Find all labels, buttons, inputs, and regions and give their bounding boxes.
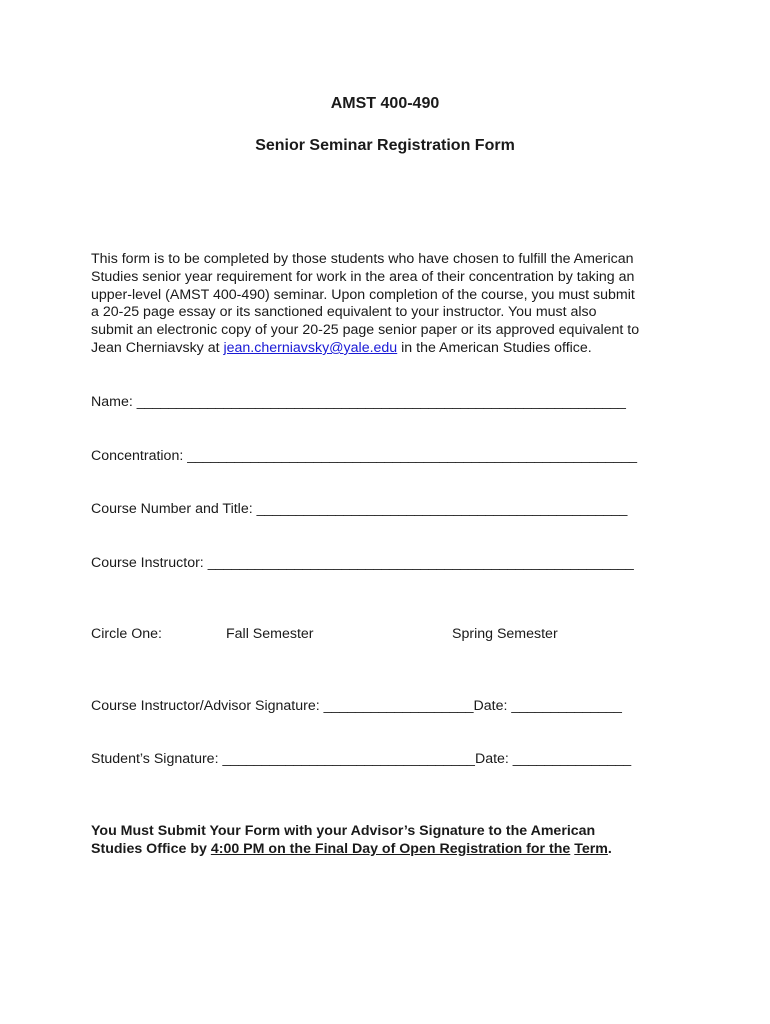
course-code-heading: AMST 400-490 bbox=[330, 95, 440, 112]
intro-line: Studies senior year requirement for work in the area of their concentration by taking an bbox=[91, 268, 635, 285]
term-text: Term bbox=[574, 841, 608, 857]
intro-text: Jean Cherniavsky at bbox=[91, 339, 224, 356]
email-link[interactable]: jean.cherniavsky@yale.edu bbox=[223, 339, 398, 356]
intro-line: submit an electronic copy of your 20-25 page senior paper or its approved equivalent to bbox=[91, 322, 640, 339]
deadline-text: 4:00 PM on the Final Day of Open Registration for the bbox=[210, 841, 571, 857]
course-number-title-field[interactable]: Course Number and Title: _______________________________________________ bbox=[91, 501, 628, 517]
intro-line: a 20-25 page essay or its sanctioned equivalent to your instructor. You must also bbox=[91, 304, 597, 321]
spring-semester-option[interactable]: Spring Semester bbox=[452, 626, 558, 642]
note-line bbox=[91, 840, 612, 858]
intro-paragraph bbox=[91, 251, 691, 358]
concentration-field[interactable]: Concentration: _________________________________________________________ bbox=[91, 448, 637, 464]
intro-line: upper-level (AMST 400-490) seminar. Upon completion of the course, you must submit bbox=[91, 286, 635, 303]
intro-line bbox=[91, 340, 691, 358]
course-instructor-field[interactable]: Course Instructor: ______________________________________________________ bbox=[91, 555, 634, 571]
intro-text: in the American Studies office. bbox=[397, 339, 592, 356]
intro-line: This form is to be completed by those students who have chosen to fulfill the American bbox=[91, 251, 634, 267]
note-text: Studies Office by bbox=[91, 841, 211, 857]
student-signature-field[interactable]: Student’s Signature: ________________________________Date: _______________ bbox=[91, 751, 632, 767]
form-title: Senior Seminar Registration Form bbox=[255, 137, 515, 154]
advisor-signature-field[interactable]: Course Instructor/Advisor Signature: ___________________Date: ______________ bbox=[91, 698, 622, 714]
note-text: . bbox=[607, 841, 612, 857]
name-field[interactable]: Name: ______________________________________________________________ bbox=[91, 394, 626, 410]
submission-note bbox=[91, 822, 612, 858]
fall-semester-option[interactable]: Fall Semester bbox=[226, 626, 314, 642]
note-line: You Must Submit Your Form with your Advisor’s Signature to the American bbox=[91, 823, 596, 839]
circle-one-label: Circle One: bbox=[91, 626, 162, 642]
